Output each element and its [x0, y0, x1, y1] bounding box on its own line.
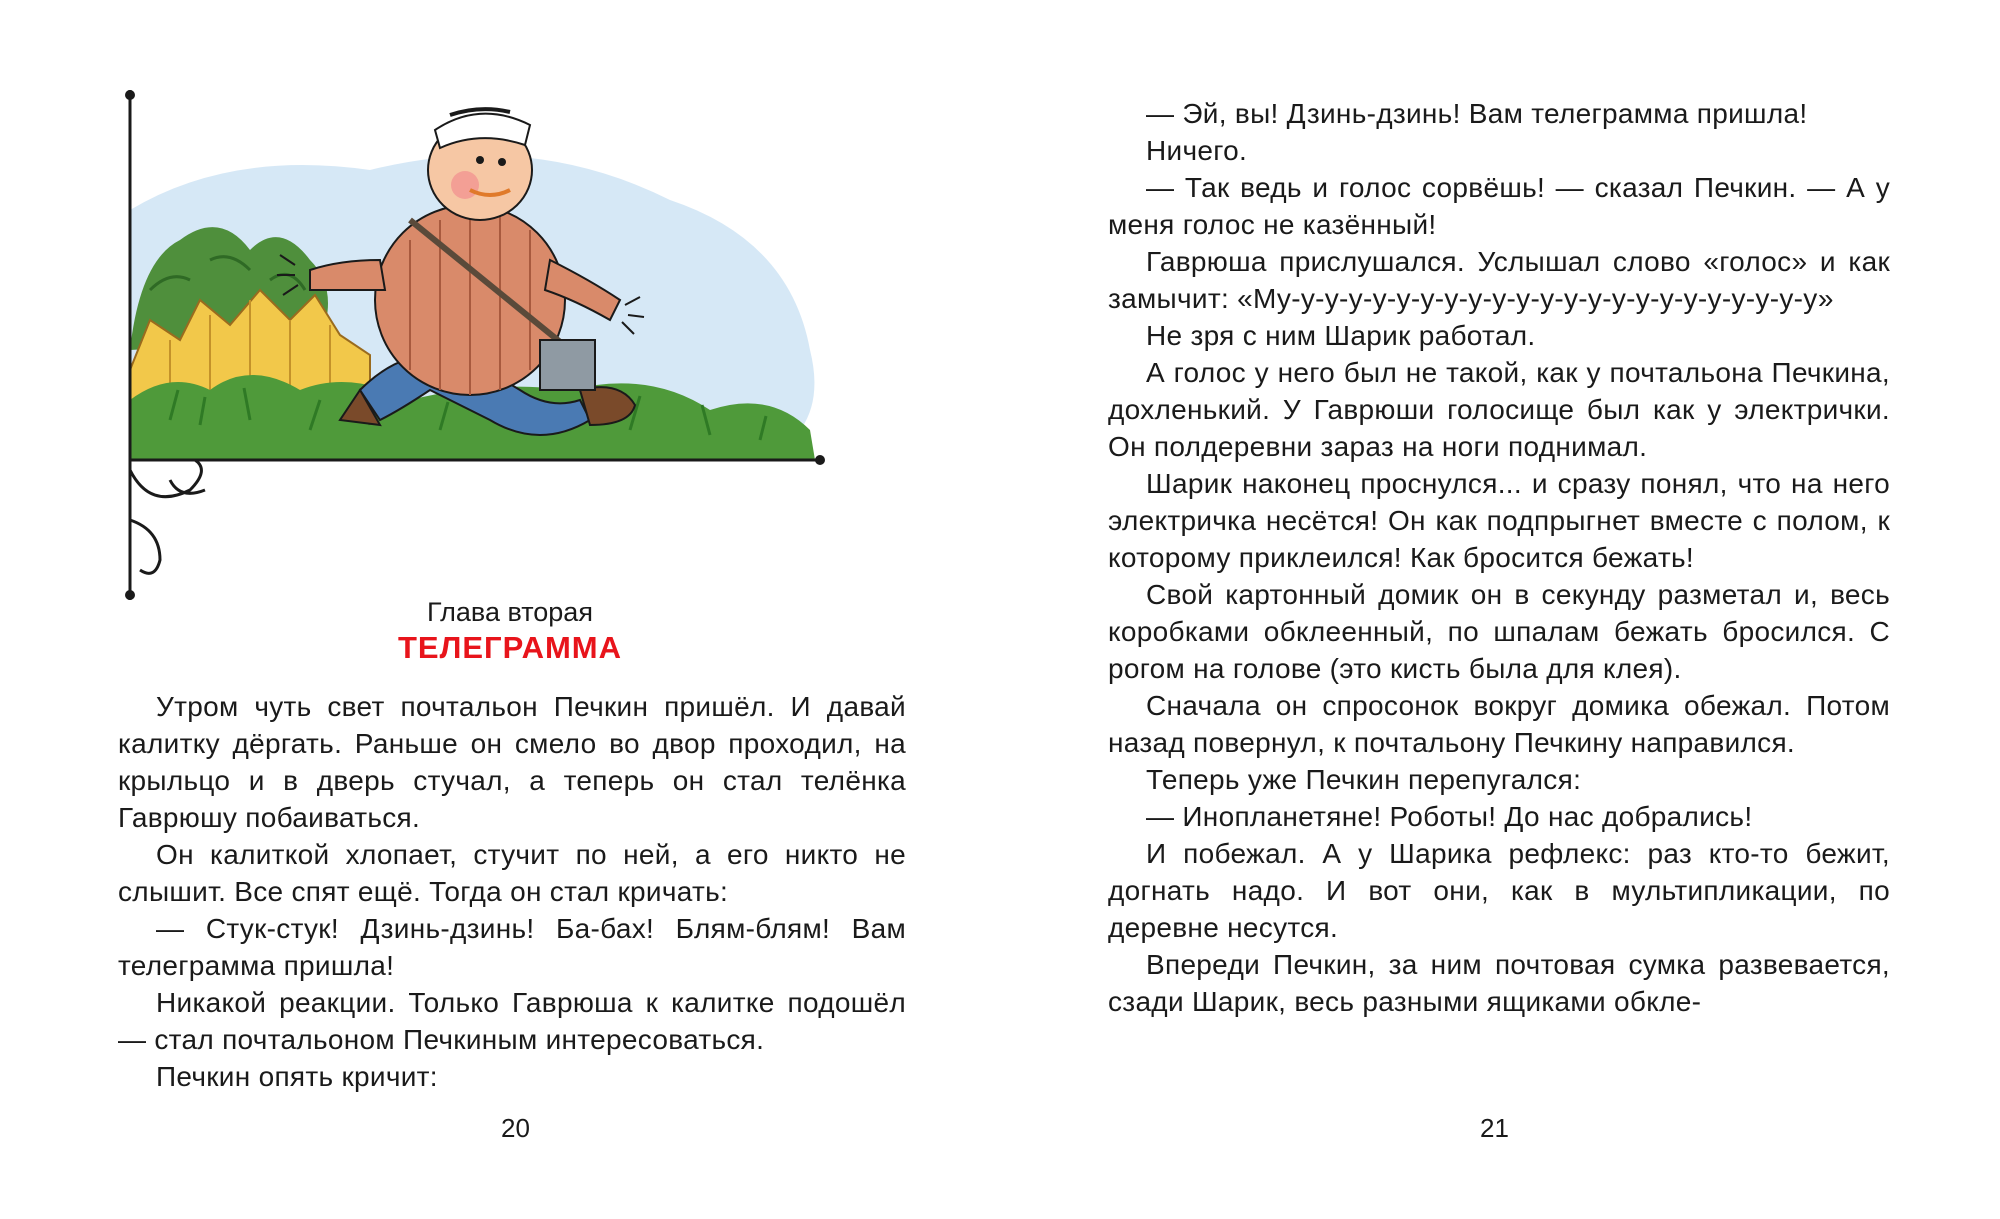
chapter-label: Глава вторая: [427, 597, 593, 627]
postman-illustration: [110, 90, 910, 600]
paragraph: Гаврюша прислушался. Услышал слово «голос» и как замычит: «Му-у-у-у-у-у-у-у-у-у-у-у-у-у-у-у-у-у-у-у-у-у-у»: [1108, 246, 1890, 314]
paragraph: А голос у него был не такой, как у почтальона Печкина, дохленький. У Гаврюши голосище был как у электрички. Он полдеревни зараз на ноги поднимал.: [1108, 357, 1890, 462]
paragraph: Сначала он спросонок вокруг домика обежал. Потом назад повернул, к почтальону Печкину направился.: [1108, 690, 1890, 758]
paragraph: Утром чуть свет почтальон Печкин пришёл. И давай калитку дёргать. Раньше он смело во двор проходил, на крыльцо и в дверь стучал, а теперь он стал телёнка Гаврюшу побаиваться.: [118, 691, 906, 833]
chapter-title: ТЕЛЕГРАММА: [398, 630, 622, 665]
paragraph: Свой картонный домик он в секунду разметал и, весь коробками обклеенный, по шпалам бежать бросился. С рогом на голове (это кисть была для клея).: [1108, 579, 1890, 684]
paragraph: Он калиткой хлопает, стучит по ней, а его никто не слышит. Все спят ещё. Тогда он стал кричать:: [118, 839, 906, 907]
page-number: 20: [501, 1113, 530, 1143]
paragraph: И побежал. А у Шарика рефлекс: раз кто-то бежит, догнать надо. И вот они, как в мультипликации, по деревне несутся.: [1108, 838, 1890, 943]
paragraph: — Так ведь и голос сорвёшь! — сказал Печкин. — А у меня голос не казённый!: [1108, 172, 1890, 240]
page-number: 21: [1480, 1113, 1509, 1143]
paragraph: Впереди Печкин, за ним почтовая сумка развевается, сзади Шарик, весь разными ящиками обкле-: [1108, 949, 1890, 1017]
paragraph: Печкин опять кричит:: [156, 1061, 438, 1092]
right-page: [1000, 0, 2000, 1219]
paragraph: Не зря с ним Шарик работал.: [1146, 320, 1536, 351]
paragraph: Никакой реакции. Только Гаврюша к калитке подошёл — стал почтальоном Печкиным интересоваться.: [118, 987, 906, 1055]
paragraph: Теперь уже Печкин перепугался:: [1146, 764, 1582, 795]
left-page-text: [118, 688, 906, 1095]
paragraph: — Инопланетяне! Роботы! До нас добрались!: [1146, 801, 1753, 832]
paragraph: Ничего.: [1146, 135, 1248, 166]
paragraph: — Стук-стук! Дзинь-дзинь! Ба-бах! Блям-блям! Вам телеграмма пришла!: [118, 913, 906, 981]
right-page-text: [1108, 95, 1890, 1020]
paragraph: — Эй, вы! Дзинь-дзинь! Вам телеграмма пришла!: [1146, 98, 1808, 129]
paragraph: Шарик наконец проснулся... и сразу понял, что на него электричка несётся! Он как подпрыгнет вместе с полом, к которому приклеился! Как бросится бежать!: [1108, 468, 1890, 573]
